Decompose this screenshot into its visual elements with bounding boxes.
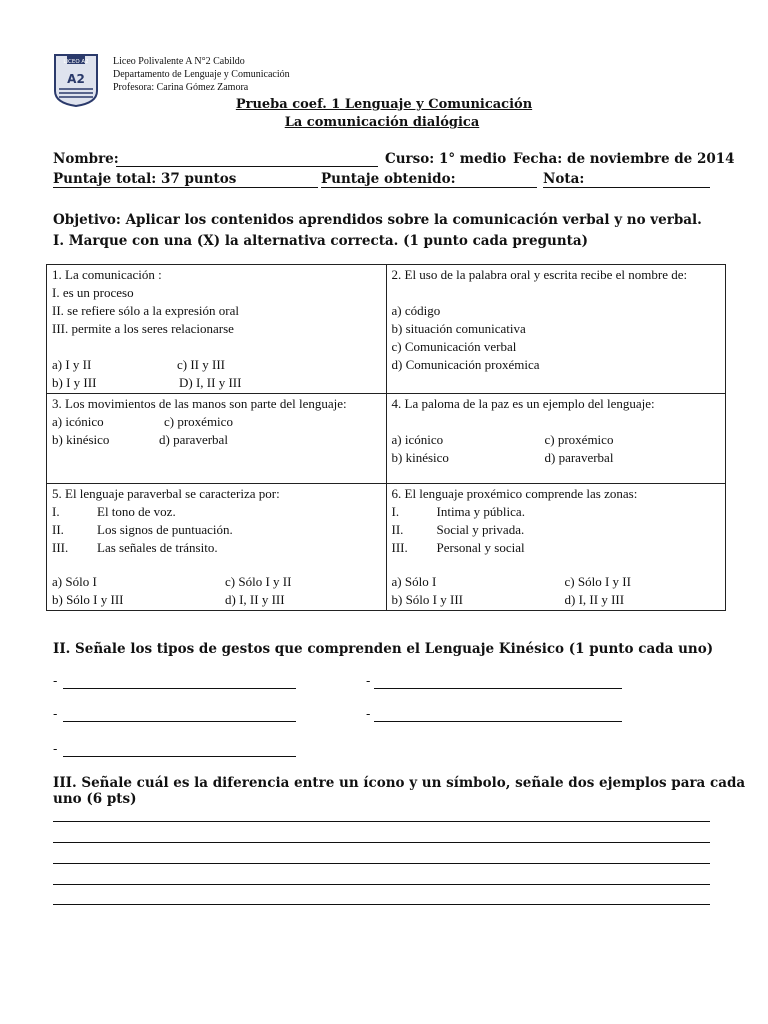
option-a[interactable]: a) icónico bbox=[391, 432, 444, 447]
option-d[interactable]: d) paraverbal bbox=[544, 450, 614, 465]
dash: - bbox=[366, 674, 371, 689]
option-a[interactable]: a) I y II bbox=[52, 357, 92, 372]
grade-field[interactable] bbox=[543, 186, 710, 188]
item-number: III. bbox=[391, 540, 408, 555]
option-a[interactable]: a) icónico bbox=[52, 414, 104, 429]
question-text: 5. El lenguaje paraverbal se caracteriza por: bbox=[52, 486, 280, 501]
option-c[interactable]: c) Sólo I y II bbox=[564, 574, 631, 589]
dash: - bbox=[53, 707, 58, 722]
item-text: Intima y pública. bbox=[436, 504, 525, 519]
option-b[interactable]: b) kinésico bbox=[52, 432, 110, 447]
department: Departamento de Lenguaje y Comunicación bbox=[113, 69, 290, 80]
section3-instruction: III. Señale cuál es la diferencia entre un ícono y un símbolo, señale dos ejemplos para cada uno (6 pts) bbox=[53, 775, 746, 807]
page-title: Prueba coef. 1 Lenguaje y Comunicación bbox=[235, 97, 533, 112]
option-d[interactable]: d) I, II y III bbox=[225, 592, 285, 607]
option-d[interactable]: d) paraverbal bbox=[159, 432, 228, 447]
school-name: Liceo Polivalente A N°2 Cabildo bbox=[113, 56, 245, 67]
option-a[interactable]: a) código bbox=[391, 303, 441, 318]
question-text: 4. La paloma de la paz es un ejemplo del lenguaje: bbox=[391, 396, 655, 411]
option-c[interactable]: c) proxémico bbox=[544, 432, 614, 447]
item-text: Las señales de tránsito. bbox=[97, 540, 218, 555]
item-number: III. bbox=[52, 540, 69, 555]
list-item: II. se refiere sólo a la expresión oral bbox=[52, 303, 239, 318]
list-item: I. es un proceso bbox=[52, 285, 134, 300]
option-b[interactable]: b) situación comunicativa bbox=[391, 321, 526, 336]
svg-text:A2: A2 bbox=[67, 72, 85, 86]
option-b[interactable]: b) Sólo I y III bbox=[391, 592, 463, 607]
item-text: Los signos de puntuación. bbox=[97, 522, 233, 537]
item-text: Social y privada. bbox=[436, 522, 525, 537]
page-subtitle: La comunicación dialógica bbox=[284, 115, 480, 130]
question-text: 1. La comunicación : bbox=[52, 267, 162, 282]
teacher: Profesora: Carina Gómez Zamora bbox=[113, 82, 249, 93]
gesture-answer-field[interactable] bbox=[63, 720, 296, 722]
option-d[interactable]: D) I, II y III bbox=[179, 375, 242, 390]
name-label: Nombre: bbox=[53, 151, 119, 167]
dash: - bbox=[53, 674, 58, 689]
school-info bbox=[113, 55, 290, 94]
option-a[interactable]: a) Sólo I bbox=[52, 574, 97, 589]
option-d[interactable]: d) Comunicación proxémica bbox=[391, 357, 540, 372]
item-number: I. bbox=[391, 504, 400, 519]
question-6 bbox=[386, 484, 726, 611]
svg-text:LICEO A2: LICEO A2 bbox=[63, 59, 89, 65]
item-text: Personal y social bbox=[436, 540, 525, 555]
gesture-answer-field[interactable] bbox=[63, 755, 296, 757]
dash: - bbox=[53, 742, 58, 757]
course-label: Curso: 1° medio bbox=[385, 151, 507, 167]
option-b[interactable]: b) kinésico bbox=[391, 450, 449, 465]
option-c[interactable]: c) Comunicación verbal bbox=[391, 339, 517, 354]
obtained-field[interactable] bbox=[321, 186, 537, 188]
question-text: 3. Los movimientos de las manos son parte del lenguaje: bbox=[52, 396, 347, 411]
option-c[interactable]: c) Sólo I y II bbox=[225, 574, 292, 589]
answer-line[interactable] bbox=[53, 842, 710, 843]
question-5 bbox=[47, 484, 387, 611]
question-1 bbox=[47, 265, 387, 394]
item-number: I. bbox=[52, 504, 60, 519]
date-label: Fecha: bbox=[513, 151, 563, 167]
question-2 bbox=[386, 265, 726, 394]
gesture-answer-field[interactable] bbox=[374, 720, 622, 722]
option-b[interactable]: b) I y III bbox=[52, 375, 97, 390]
question-text: 6. El lenguaje proxémico comprende las zonas: bbox=[391, 486, 638, 501]
date-value: de noviembre de 2014 bbox=[567, 151, 735, 167]
option-b[interactable]: b) Sólo I y III bbox=[52, 592, 124, 607]
item-text: El tono de voz. bbox=[97, 504, 176, 519]
section1-instruction: I. Marque con una (X) la alternativa correcta. (1 punto cada pregunta) bbox=[53, 233, 589, 249]
grade-label: Nota: bbox=[543, 171, 585, 187]
answer-line[interactable] bbox=[53, 884, 710, 885]
dash: - bbox=[366, 707, 371, 722]
answer-line[interactable] bbox=[53, 821, 710, 822]
gesture-answer-field[interactable] bbox=[374, 687, 622, 689]
list-item: III. permite a los seres relacionarse bbox=[52, 321, 234, 336]
gesture-answer-field[interactable] bbox=[63, 687, 296, 689]
option-d[interactable]: d) I, II y III bbox=[564, 592, 625, 607]
name-field[interactable] bbox=[116, 165, 378, 167]
answer-line[interactable] bbox=[53, 863, 710, 864]
option-a[interactable]: a) Sólo I bbox=[391, 574, 437, 589]
total-score: Puntaje total: 37 puntos bbox=[53, 171, 237, 187]
total-underline bbox=[53, 186, 318, 188]
questions-table bbox=[46, 264, 726, 611]
item-number: II. bbox=[391, 522, 404, 537]
item-number: II. bbox=[52, 522, 64, 537]
section2-instruction: II. Señale los tipos de gestos que comprenden el Lenguaje Kinésico (1 punto cada uno) bbox=[53, 641, 714, 657]
option-c[interactable]: c) proxémico bbox=[164, 414, 233, 429]
question-4 bbox=[386, 394, 726, 484]
obtained-label: Puntaje obtenido: bbox=[321, 171, 456, 187]
answer-line[interactable] bbox=[53, 904, 710, 905]
objective: Objetivo: Aplicar los contenidos aprendidos sobre la comunicación verbal y no verbal. bbox=[53, 212, 702, 228]
option-c[interactable]: c) II y III bbox=[177, 357, 225, 372]
question-text: 2. El uso de la palabra oral y escrita recibe el nombre de: bbox=[391, 267, 688, 282]
question-3 bbox=[47, 394, 387, 484]
